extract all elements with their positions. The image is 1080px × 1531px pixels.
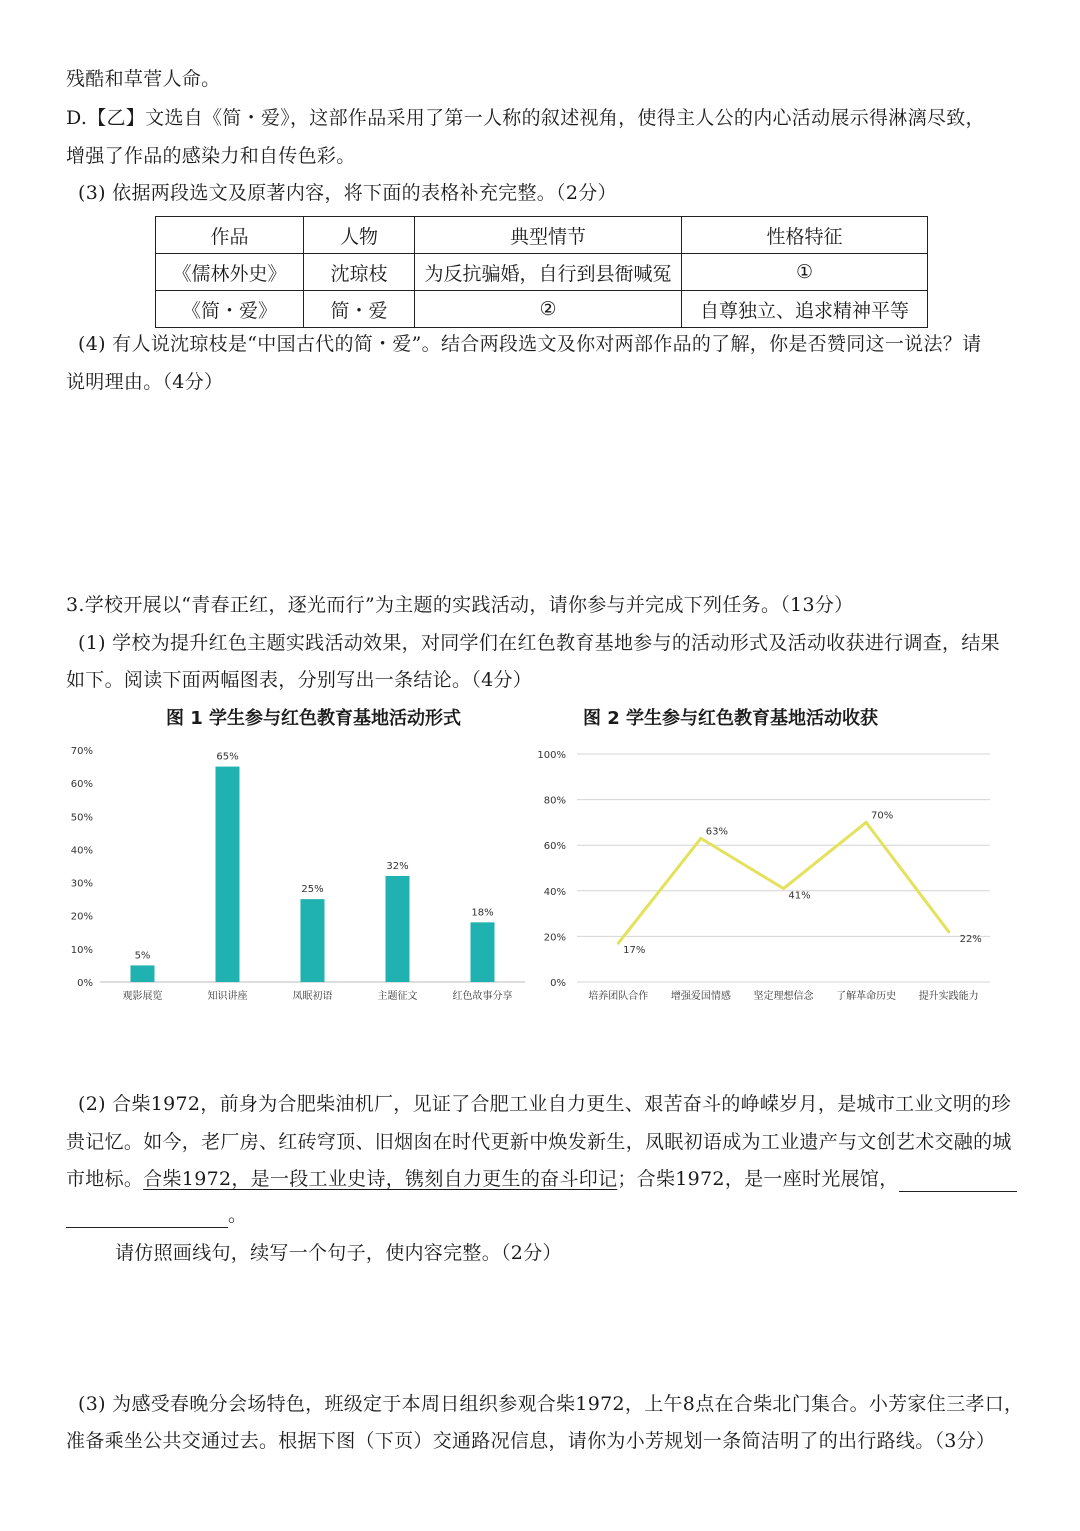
line-chart: [535, 735, 995, 1025]
table-cell: 《儒林外史》: [156, 254, 304, 291]
x-tick-label: 培养团队合作: [588, 991, 649, 1002]
task-2-para-3: [66, 1166, 1017, 1192]
point-value-label: 22%: [959, 933, 982, 945]
y-tick-label: 100%: [537, 750, 566, 761]
answer-blank-3-cont[interactable]: [66, 1207, 228, 1228]
text-span: ；合柴1972，是一座时光展馆，: [617, 1168, 899, 1190]
question-3-prompt: (3) 依据两段选文及原著内容，将下面的表格补充完整。（2分）: [78, 182, 617, 204]
table-cell: 沈琼枝: [304, 254, 415, 291]
bar-value-label: 25%: [301, 884, 324, 896]
data-point: [865, 821, 868, 824]
text-span: 。: [228, 1204, 248, 1226]
x-tick-label: 了解革命历史: [836, 991, 897, 1002]
x-tick-label: 观影展览: [122, 991, 163, 1002]
task-1-prompt: (1) 学校为提升红色主题实践活动效果，对同学们在红色教育基地参与的活动形式及活动收获进行调查，结果: [78, 632, 1000, 654]
x-tick-label: 坚定理想信念: [753, 991, 814, 1002]
y-tick-label: 60%: [70, 779, 93, 791]
y-tick-label: 20%: [70, 911, 93, 923]
series-line: [618, 822, 948, 943]
underlined-sentence: 合柴1972，是一段工业史诗，镌刻自力更生的奋斗印记: [143, 1168, 618, 1190]
bar: [301, 899, 325, 982]
text-l3: 增强了作品的感染力和自传色彩。: [66, 145, 356, 167]
bar-value-label: 5%: [134, 950, 151, 962]
x-tick-label: 凤眠初语: [292, 991, 333, 1002]
y-tick-label: 40%: [70, 845, 93, 857]
table-header: 作品: [156, 217, 304, 254]
y-tick-label: 30%: [70, 878, 93, 890]
bar: [131, 965, 155, 982]
chart-2-title: 图 2 学生参与红色教育基地活动收获: [583, 708, 879, 729]
bar: [216, 767, 240, 982]
y-tick-label: 0%: [77, 978, 93, 989]
answer-blank-1[interactable]: ①: [682, 254, 928, 291]
task-3-prompt-cont: 准备乘坐公共交通过去。根据下图（下页）交通路况信息，请你为小芳规划一条简洁明了的出行路线。（3分）: [66, 1430, 996, 1452]
task-2-instruction: 请仿照画线句，续写一个句子，使内容完整。（2分）: [115, 1242, 562, 1264]
y-tick-label: 40%: [543, 886, 566, 898]
bar-value-label: 32%: [386, 860, 409, 872]
point-value-label: 63%: [705, 826, 729, 838]
table-cell: 为反抗骗婚，自行到县衙喊冤: [415, 254, 682, 291]
bar: [386, 876, 410, 982]
table-cell: 自尊独立、追求精神平等: [682, 291, 928, 328]
table-header: 典型情节: [415, 217, 682, 254]
question-4-prompt-cont: 说明理由。（4分）: [66, 371, 224, 393]
question-4-prompt: (4) 有人说沈琼枝是“中国古代的简・爱”。结合两段选文及你对两部作品的了解，你是否赞同这一说法？请: [78, 333, 982, 355]
blank-line-cont: [66, 1202, 247, 1228]
x-tick-label: 提升实践能力: [918, 991, 979, 1002]
y-tick-label: 70%: [70, 746, 93, 757]
y-tick-label: 10%: [70, 944, 93, 956]
bar-value-label: 18%: [471, 907, 494, 919]
x-tick-label: 知识讲座: [207, 991, 248, 1002]
x-tick-label: 主题征文: [377, 991, 418, 1002]
y-tick-label: 60%: [543, 841, 566, 853]
bar-chart: [60, 735, 530, 1025]
point-value-label: 41%: [788, 890, 811, 902]
fill-in-table: [155, 216, 928, 328]
data-point: [782, 887, 785, 890]
answer-blank-2[interactable]: ②: [415, 291, 682, 328]
table-cell: 简・爱: [304, 291, 415, 328]
task-1-prompt-cont: 如下。阅读下面两幅图表，分别写出一条结论。（4分）: [66, 669, 533, 691]
chart-1-title: 图 1 学生参与红色教育基地活动形式: [166, 708, 462, 729]
answer-blank-3[interactable]: [899, 1169, 1017, 1192]
text-span: 市地标。: [66, 1168, 144, 1190]
bar-value-label: 65%: [216, 751, 239, 763]
table-header-row: [156, 217, 928, 254]
y-tick-label: 20%: [543, 932, 566, 944]
x-tick-label: 红色故事分享: [452, 991, 513, 1002]
table-header: 人物: [304, 217, 415, 254]
y-tick-label: 0%: [550, 978, 566, 989]
table-row: [156, 291, 928, 328]
section-3-prompt: 3.学校开展以“青春正红，逐光而行”为主题的实践活动，请你参与并完成下列任务。（13分）: [66, 594, 854, 616]
table-header: 性格特征: [682, 217, 928, 254]
data-point: [617, 942, 620, 945]
text-l2: D.【乙】文选自《简・爱》，这部作品采用了第一人称的叙述视角，使得主人公的内心活动展示得淋漓尽致，: [66, 107, 985, 129]
table-cell: 《简・爱》: [156, 291, 304, 328]
y-tick-label: 50%: [70, 812, 93, 824]
bar: [471, 922, 495, 982]
table-row: [156, 254, 928, 291]
data-point: [699, 837, 702, 840]
task-3-prompt: (3) 为感受春晚分会场特色，班级定于本周日组织参观合柴1972，上午8点在合柴北门集合。小芳家住三孝口，: [78, 1393, 1024, 1415]
point-value-label: 70%: [870, 810, 894, 822]
task-2-para-2: 贵记忆。如今，老厂房、红砖穹顶、旧烟囱在时代更新中焕发新生，凤眠初语成为工业遗产与文创艺术交融的城: [66, 1131, 1012, 1153]
task-2-para-1: (2) 合柴1972，前身为合肥柴油机厂，见证了合肥工业自力更生、艰苦奋斗的峥嵘岁月，是城市工业文明的珍: [78, 1093, 1011, 1115]
data-point: [947, 930, 950, 933]
text-l1: 残酷和草菅人命。: [66, 68, 221, 90]
x-tick-label: 增强爱国情感: [670, 991, 731, 1002]
y-tick-label: 80%: [543, 795, 566, 807]
point-value-label: 17%: [623, 945, 646, 957]
